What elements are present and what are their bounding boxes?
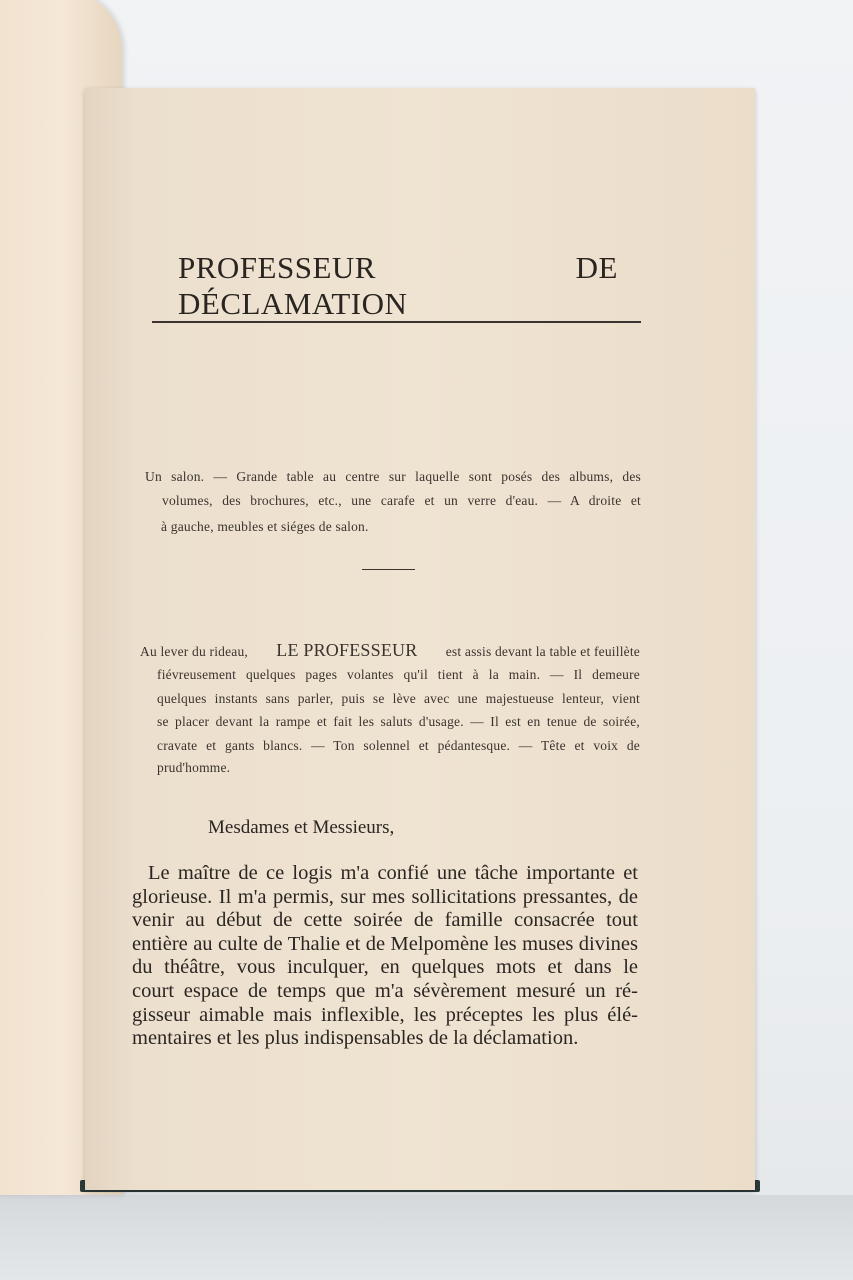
title-rule [152,321,641,323]
speech-line: venir au début de cette soirée de famille consacrée tout [132,909,638,931]
section-divider [362,569,415,570]
character-name: LE PROFESSEUR [276,640,418,660]
speech-line: Le maître de ce logis m'a confié une tâche importante et [148,862,638,884]
stage-line: Un salon. — Grande table au centre sur laquelle sont posés des albums, des [145,469,641,484]
stage-line: quelques instants sans parler, puis se lève avec une majestueuse lenteur, vient [157,691,640,706]
stage-line: cravate et gants blancs. — Ton solennel et pédantesque. — Tête et voix de [157,738,640,753]
stage-line: prud'homme. [157,760,231,775]
salutation: Mesdames et Messieurs, [208,817,395,838]
page-title: PROFESSEUR DE DÉCLAMATION [178,250,618,321]
stage-line: à gauche, meubles et siéges de salon. [161,519,369,534]
speech-line: entière au culte de Thalie et de Melpomène les muses divines [132,933,638,955]
table-surface [0,1195,853,1280]
speech-line: mentaires et les plus indispensables de la déclamation. [132,1027,579,1049]
speech-line: du théâtre, vous inculquer, en quelques mots et dans le [132,956,638,978]
speech-line: court espace de temps que m'a sévèrement mesuré un ré- [132,980,638,1002]
speech-line: glorieuse. Il m'a permis, sur mes sollicitations pressantes, de [132,886,638,908]
stage-line: volumes, des brochures, etc., une carafe et un verre d'eau. — A droite et [162,493,641,508]
stage-first-line [140,640,640,661]
stage-line: fiévreusement quelques pages volantes qu'il tient à la main. — Il demeure [157,667,640,682]
stage-suffix: est assis devant la table et feuillète [445,644,640,659]
stage-line: se placer devant la rampe et fait les saluts d'usage. — Il est en tenue de soirée, [157,714,640,729]
speech-line: gisseur aimable mais inflexible, les préceptes les plus élé- [132,1004,638,1026]
stage-prefix: Au lever du rideau, [140,644,249,659]
